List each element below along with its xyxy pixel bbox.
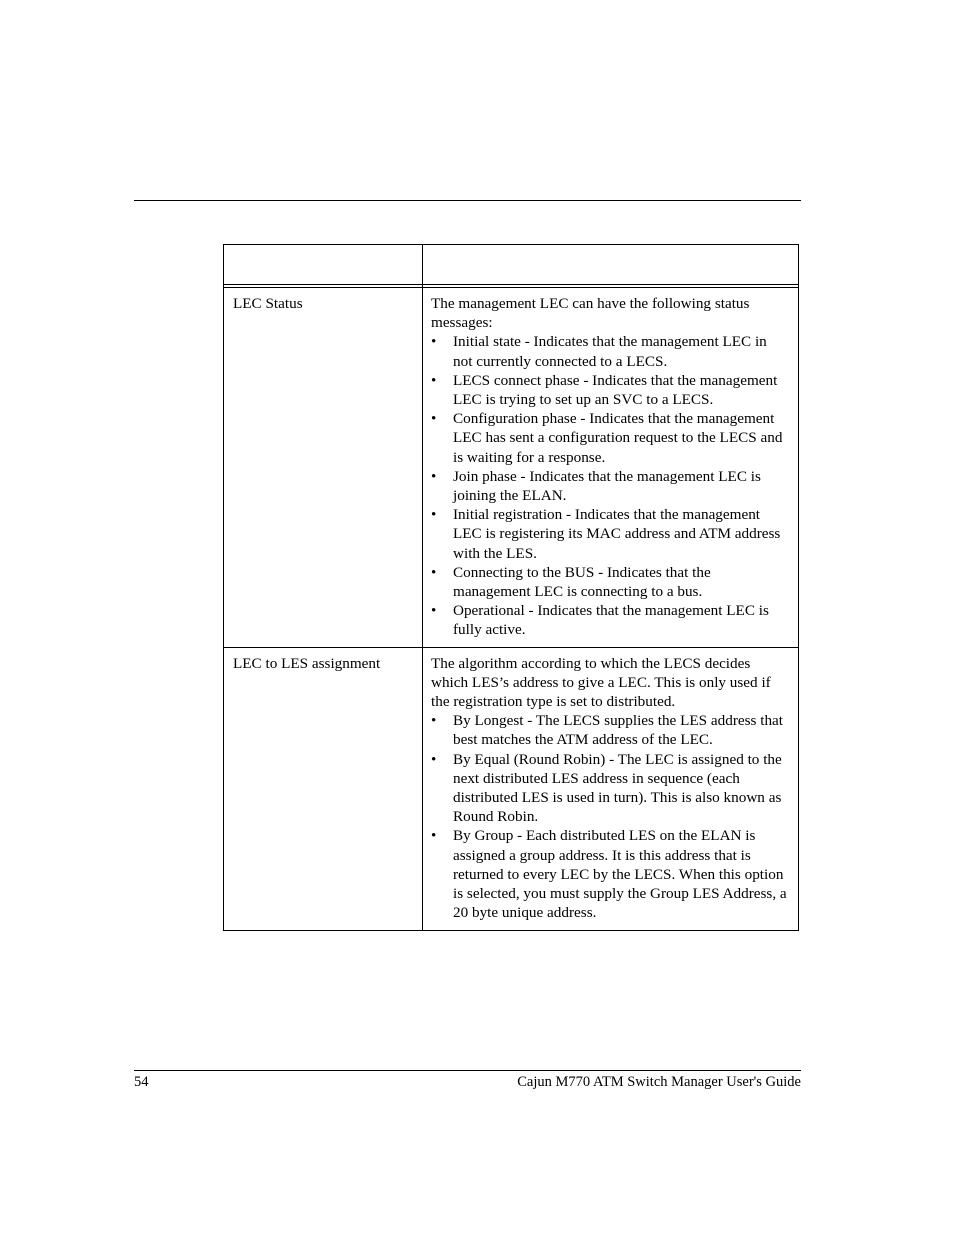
list-item xyxy=(431,601,788,639)
page-number: 54 xyxy=(134,1074,149,1090)
list-item-text: Initial state - Indicates that the management LEC in not currently connected to a LECS. xyxy=(453,333,767,370)
list-item-text: Initial registration - Indicates that the management LEC is registering its MAC address and ATM address with the LES. xyxy=(453,506,781,562)
list-item xyxy=(431,505,788,563)
parameter-description xyxy=(423,288,799,648)
assignment-option-list xyxy=(431,711,788,922)
parameter-name: LEC Status xyxy=(224,288,423,648)
list-item xyxy=(431,826,788,922)
bullet-icon: • xyxy=(431,602,437,620)
footer-rule xyxy=(134,1070,801,1071)
list-item-text: By Group - Each distributed LES on the ELAN is assigned a group address. It is this address that is returned to every LEC by the LECS. When this option is selected, you must supply the Group LES Address, a 20 byte unique address. xyxy=(453,827,787,922)
list-item-text: By Equal (Round Robin) - The LEC is assigned to the next distributed LES address in sequence (each distributed LES is used in turn). This is also known as Round Robin. xyxy=(453,750,782,826)
list-item xyxy=(431,563,788,601)
description-intro: The management LEC can have the following status messages: xyxy=(431,295,750,332)
list-item xyxy=(431,371,788,409)
list-item-text: Configuration phase - Indicates that the management LEC has sent a configuration request to the LECS and is waiting for a response. xyxy=(453,410,783,466)
footer-title: Cajun M770 ATM Switch Manager User's Guide xyxy=(517,1074,801,1090)
list-item xyxy=(431,750,788,827)
list-item xyxy=(431,711,788,749)
bullet-icon: • xyxy=(431,410,437,428)
status-message-list xyxy=(431,332,788,639)
header-rule xyxy=(134,200,801,201)
list-item-text: Connecting to the BUS - Indicates that the management LEC is connecting to a bus. xyxy=(453,563,711,601)
parameter-table xyxy=(223,244,799,931)
table-row-lec-to-les-assignment xyxy=(224,647,799,930)
bullet-icon: • xyxy=(431,333,437,351)
list-item-text: Join phase - Indicates that the management LEC is joining the ELAN. xyxy=(453,467,761,505)
bullet-icon: • xyxy=(431,467,437,485)
parameter-description xyxy=(423,647,799,930)
table-header-parameter xyxy=(224,245,423,285)
table-row-lec-status xyxy=(224,288,799,648)
table-header-description xyxy=(423,245,799,285)
bullet-icon: • xyxy=(431,827,437,845)
bullet-icon: • xyxy=(431,712,437,730)
list-item xyxy=(431,409,788,467)
bullet-icon: • xyxy=(431,750,437,768)
list-item-text: By Longest - The LECS supplies the LES address that best matches the ATM address of the LEC. xyxy=(453,712,784,749)
bullet-icon: • xyxy=(431,506,437,524)
table-header-row xyxy=(224,245,799,285)
list-item-text: Operational - Indicates that the management LEC is fully active. xyxy=(453,602,769,639)
bullet-icon: • xyxy=(431,371,437,389)
parameter-name: LEC to LES assignment xyxy=(224,647,423,930)
list-item-text: LECS connect phase - Indicates that the management LEC is trying to set up an SVC to a LECS. xyxy=(453,371,778,409)
list-item xyxy=(431,467,788,505)
bullet-icon: • xyxy=(431,563,437,581)
list-item xyxy=(431,332,788,370)
description-intro: The algorithm according to which the LECS decides which LES’s address to give a LEC. This is only used if the registration type is set to distributed. xyxy=(431,654,771,711)
